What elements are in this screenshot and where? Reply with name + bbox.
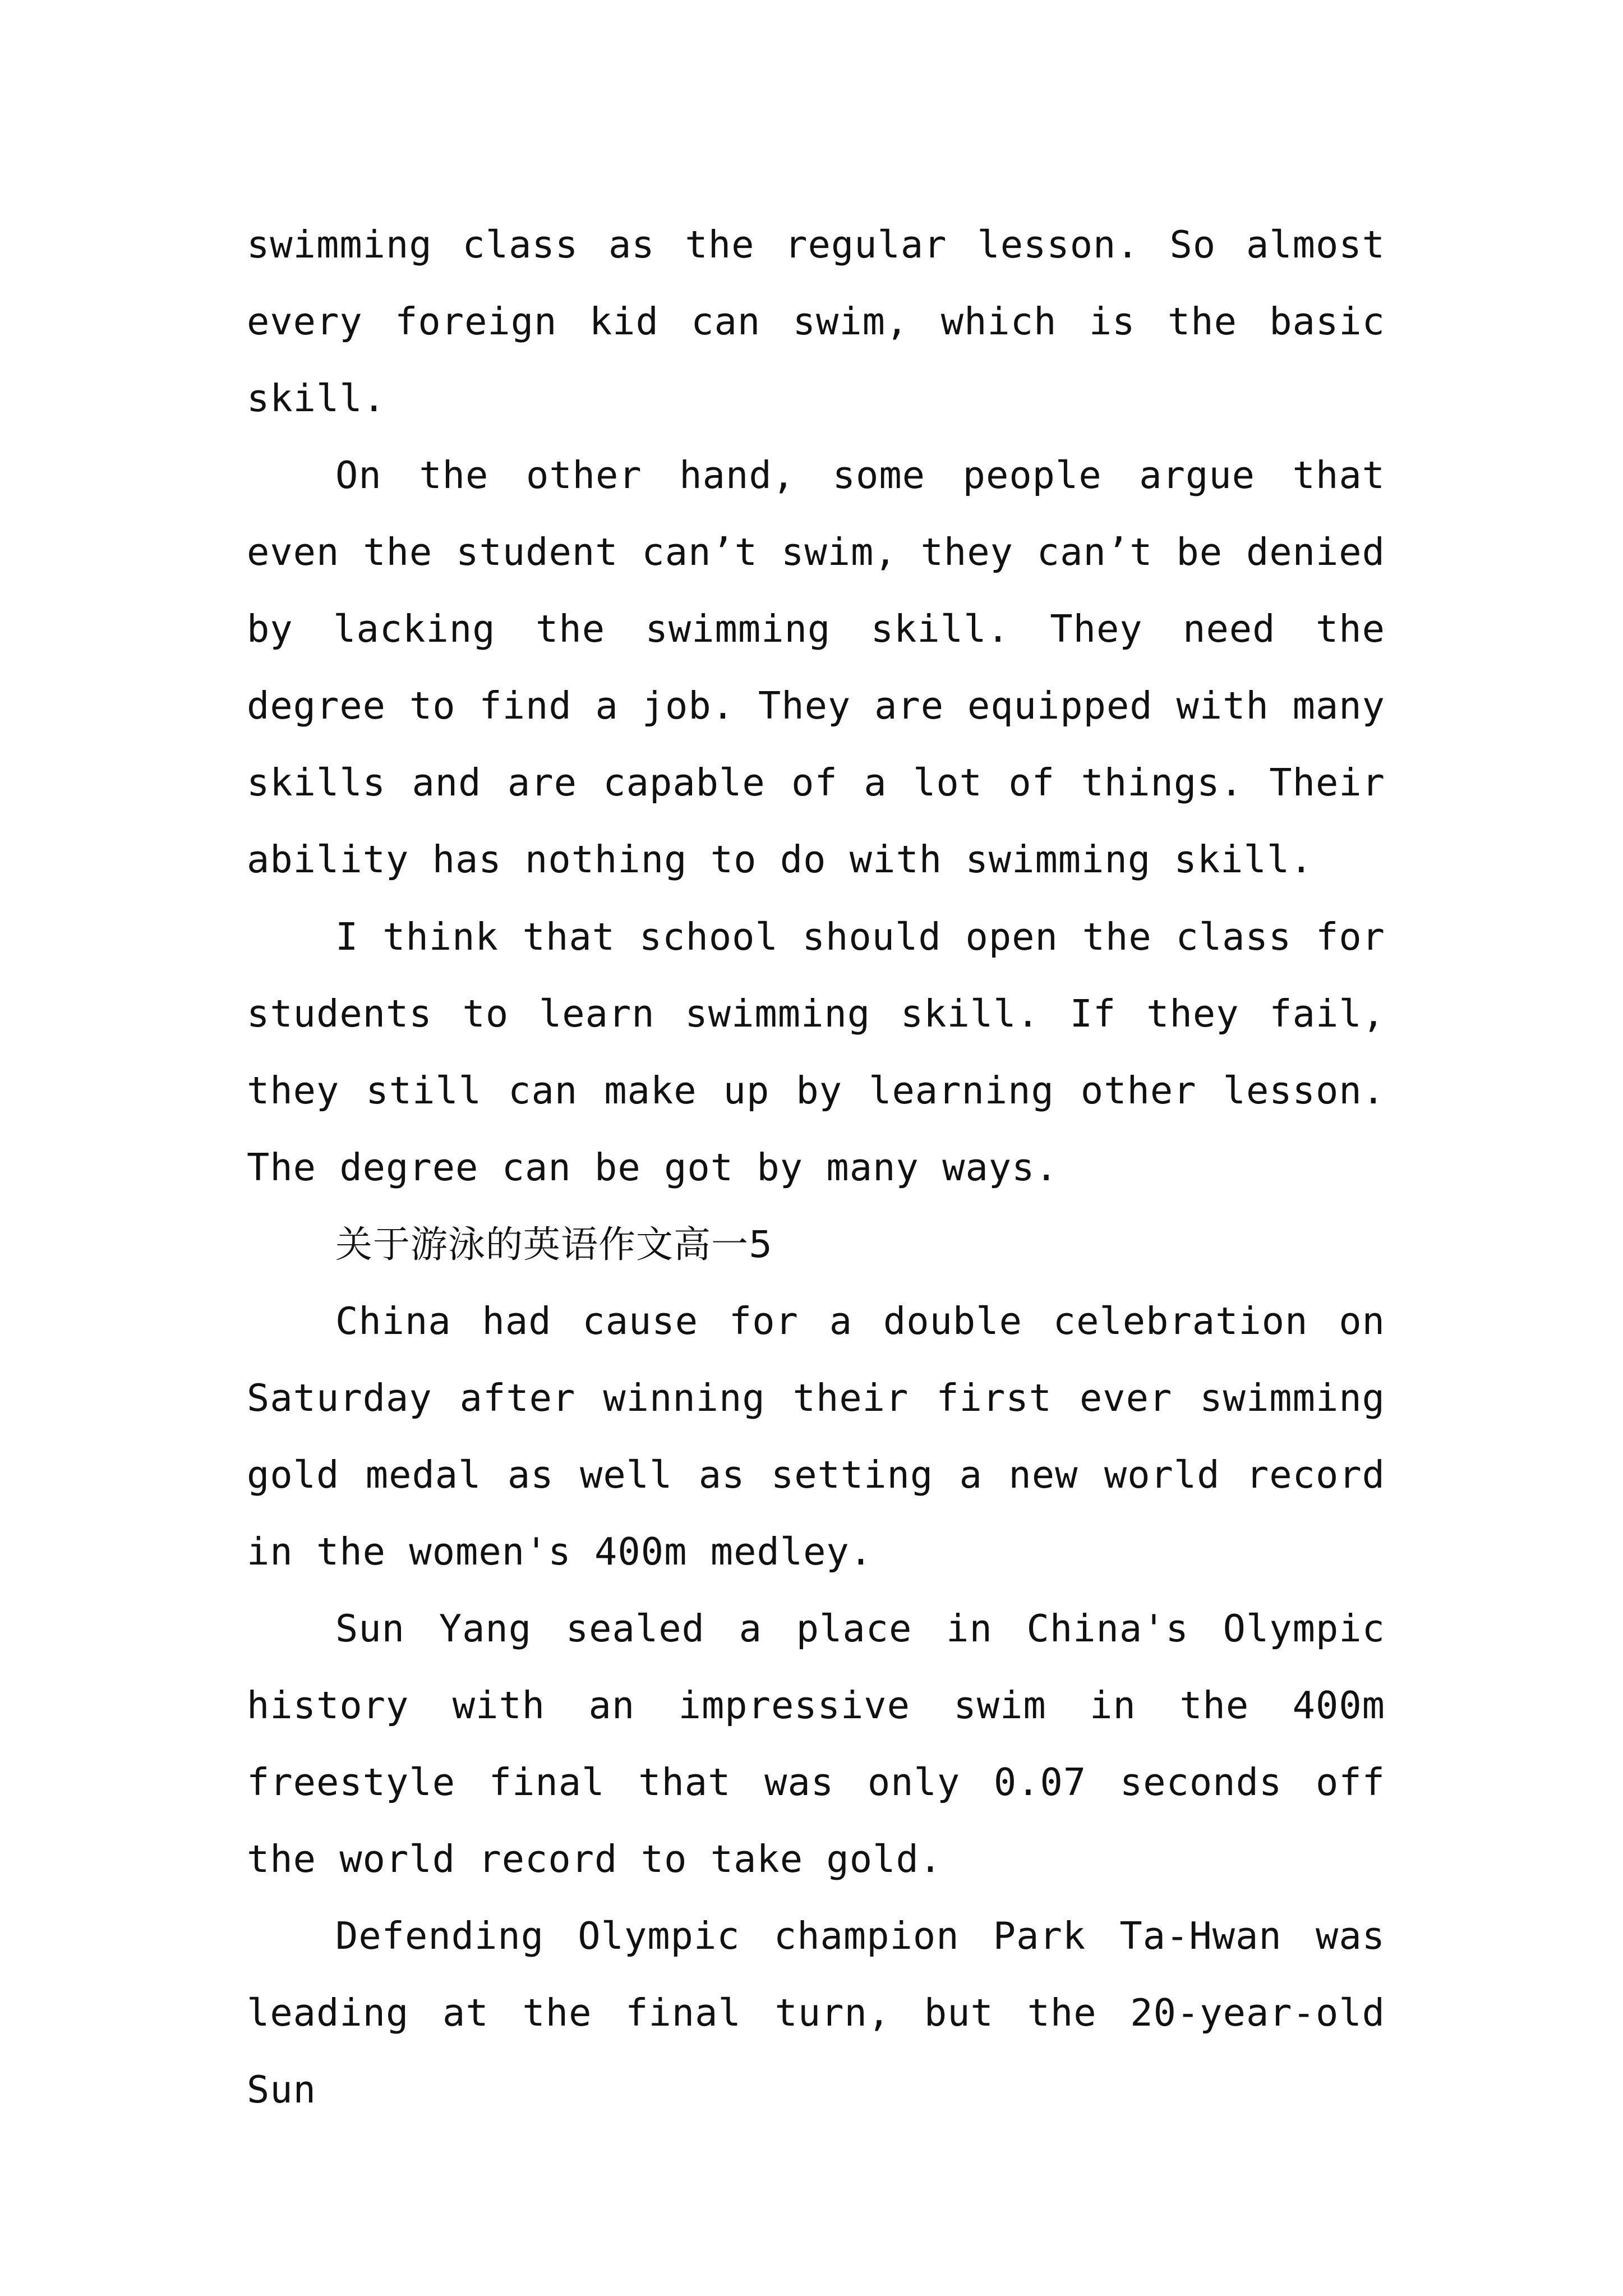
paragraph-sun-yang: Sun Yang sealed a place in China's Olympic history with an impressive swim in the 400m freestyle final that was only 0.07 seconds off the world record to take gold.: [247, 1607, 1385, 1881]
paragraph-china-celebration: China had cause for a double celebration on Saturday after winning their first ever swimming gold medal as well as setting a new world record in the women's 400m medley.: [247, 1299, 1385, 1573]
paragraph-other-hand: On the other hand, some people argue that even the student can’t swim, they can’t be denied by lacking the swimming skill. They need the degree to find a job. They are equipped with many skills and are capable of a lot of things. Their ability has nothing to do with swimming skill.: [247, 453, 1385, 881]
paragraph-i-think: I think that school should open the class for students to learn swimming skill. If they fail, they still can make up by learning other lesson. The degree can be got by many ways.: [247, 915, 1385, 1189]
paragraph-swimming-class: swimming class as the regular lesson. So almost every foreign kid can swim, which is the basic skill.: [247, 223, 1385, 420]
paragraph-defending-champion: Defending Olympic champion Park Ta-Hwan was leading at the final turn, but the 20-year-old Sun: [247, 1914, 1385, 2111]
section-heading: 关于游泳的英语作文高一5: [335, 1223, 773, 1266]
